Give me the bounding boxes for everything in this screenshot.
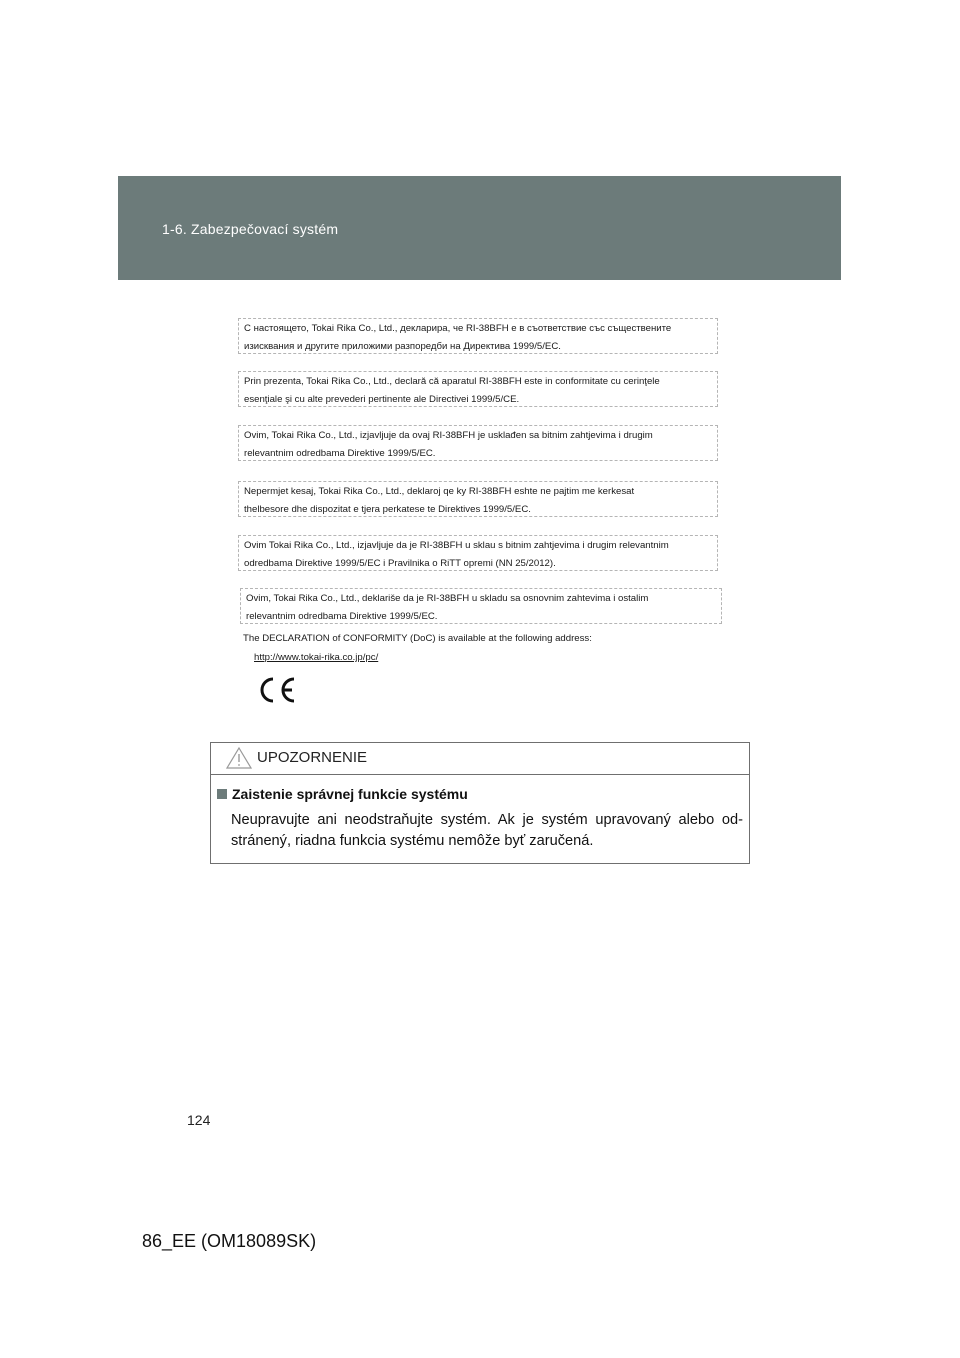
declaration-romanian bbox=[238, 371, 718, 407]
declaration-line: odredbama Direktive 1999/5/EC i Pravilnika o RiTT opremi (NN 25/2012). bbox=[244, 558, 556, 569]
declaration-albanian bbox=[238, 481, 718, 517]
document-code: 86_EE (OM18089SK) bbox=[142, 1231, 317, 1251]
declaration-line: relevantnim odredbama Direktive 1999/5/EC. bbox=[246, 611, 438, 622]
declaration-line: thelbesore dhe dispozitat e tjera perkatese te Direktives 1999/5/EC. bbox=[244, 504, 531, 515]
declaration-line: Ovim Tokai Rika Co., Ltd., izjavljuje da je RI-38BFH u sklau s bitnim zahtjevima i drugim relevantnim bbox=[244, 540, 669, 551]
ce-mark-icon bbox=[256, 675, 298, 710]
declaration-bulgarian bbox=[238, 318, 718, 354]
bullet-square-icon bbox=[217, 789, 227, 799]
doc-availability-text: The DECLARATION of CONFORMITY (DoC) is available at the following address: bbox=[243, 633, 592, 644]
warning-box bbox=[210, 742, 750, 864]
declaration-bosnian bbox=[238, 425, 718, 461]
declaration-line: Ovim, Tokai Rika Co., Ltd., izjavljuje da ovaj RI-38BFH je usklađen sa bitnim zahtjevima i drugim bbox=[244, 430, 653, 441]
declaration-line: Ovim, Tokai Rika Co., Ltd., deklariše da je RI-38BFH u skladu sa osnovnim zahtevima i ostalim bbox=[246, 593, 649, 604]
declaration-line: С настоящето, Tokai Rika Co., Ltd., декларира, че RI-38BFH е в съответствие със съществените bbox=[244, 323, 672, 334]
declaration-line: esenţiale şi cu alte prevederi pertinente ale Directivei 1999/5/CE. bbox=[244, 394, 520, 405]
warning-title: UPOZORNENIE bbox=[257, 749, 368, 766]
declaration-serbian bbox=[240, 588, 722, 624]
declaration-line: Prin prezenta, Tokai Rika Co., Ltd., declară că aparatul RI-38BFH este in conformitate cu cerinţele bbox=[244, 376, 660, 387]
section-title: 1-6. Zabezpečovací systém bbox=[162, 221, 339, 237]
warning-header bbox=[211, 743, 749, 775]
declaration-line: изисквания и другите приложими разпоредби на Директива 1999/5/EC. bbox=[244, 341, 561, 352]
warning-subtitle-text: Zaistenie správnej funkcie systému bbox=[232, 786, 468, 802]
doc-url-link[interactable]: http://www.tokai-rika.co.jp/pc/ bbox=[254, 652, 379, 663]
warning-triangle-icon bbox=[226, 747, 252, 774]
declaration-line: Nepermjet kesaj, Tokai Rika Co., Ltd., deklaroj qe ky RI-38BFH eshte ne pajtim me kerkesat bbox=[244, 486, 635, 497]
warning-body: Neupravujte ani neodstraňujte systém. Ak je systém upravovaný alebo odstránený, riadna funkcia systému nemôže byť zaručená. bbox=[231, 812, 743, 849]
page-number: 124 bbox=[187, 1112, 211, 1128]
declaration-line: relevantnim odredbama Direktive 1999/5/EC. bbox=[244, 448, 436, 459]
warning-subtitle bbox=[217, 786, 468, 802]
declaration-croatian bbox=[238, 535, 718, 571]
